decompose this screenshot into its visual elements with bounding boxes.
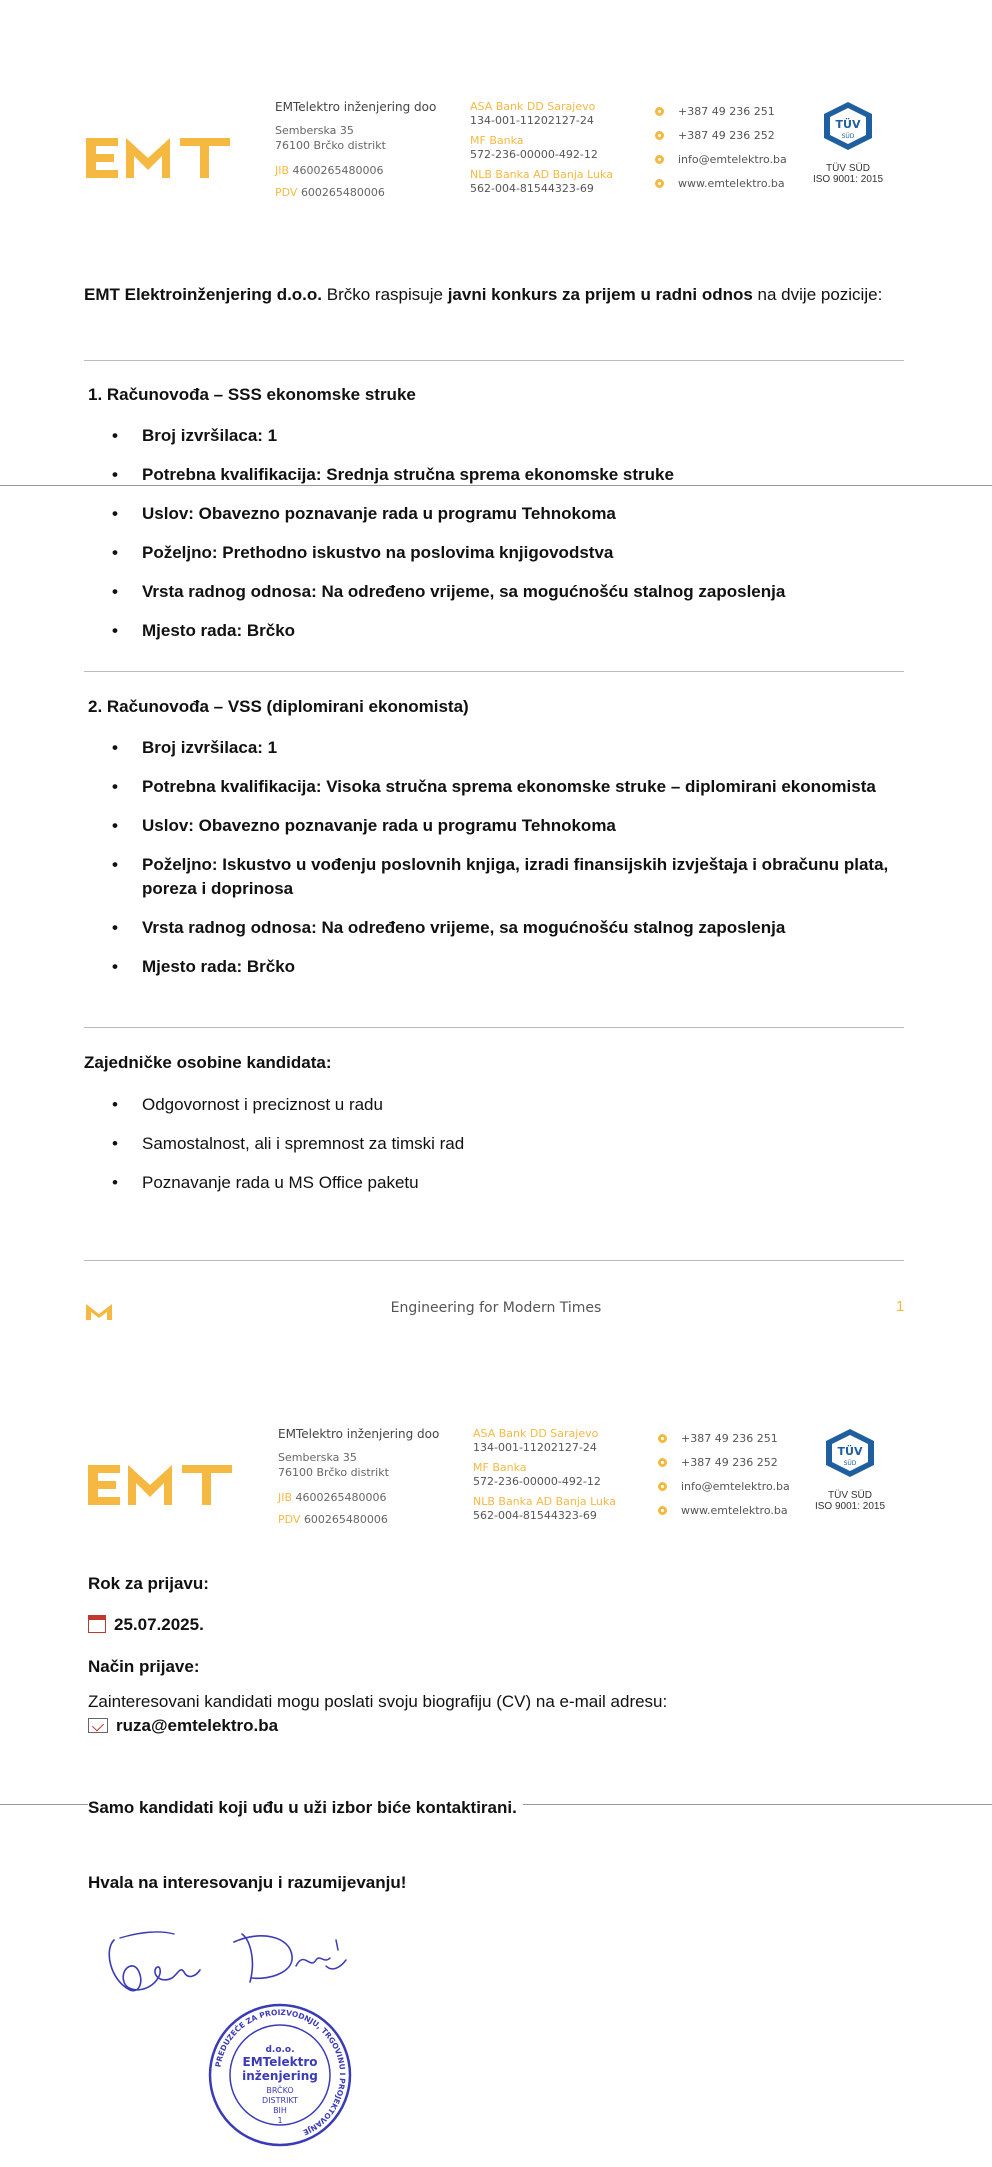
bank-name: MF Banka <box>470 134 524 147</box>
application-email[interactable]: ruza@emtelektro.ba <box>116 1716 279 1735</box>
bank-name: NLB Banka AD Banja Luka <box>470 168 613 181</box>
deadline-row <box>88 1613 204 1637</box>
jib-label: JIB <box>275 164 290 177</box>
tuv-badge-icon <box>822 1427 878 1479</box>
phone-icon <box>658 1434 667 1443</box>
intro-highlight: javni konkurs za prijem u radni odnos <box>447 285 753 304</box>
list-item: • Poželjno: Iskustvo u vođenju poslovnih knjiga, izradi finansijskih izvještaja i obračunu plata, poreza i doprinosa <box>110 853 900 901</box>
list-item: • Vrsta radnog odnosa: Na određeno vrijeme, sa mogućnošću stalnog zaposlenja <box>110 916 900 940</box>
email-icon <box>655 155 664 164</box>
company-name: EMTelektro inženjering doo <box>278 1427 440 1441</box>
pdv-value: 600265480006 <box>300 186 385 199</box>
method-text: Zainteresovani kandidati mogu poslati svoju biografiju (CV) na e-mail adresu: <box>88 1692 668 1711</box>
emt-logo <box>84 134 232 182</box>
signature <box>100 1920 360 2010</box>
cert-standard: ISO 9001: 2015 <box>814 1501 886 1512</box>
list-item: • Uslov: Obavezno poznavanje rada u programu Tehnokoma <box>110 814 900 838</box>
deadline-label: Rok za prijavu: <box>88 1574 209 1593</box>
address-line: 76100 Brčko distrikt <box>278 1466 389 1479</box>
phone-2: +387 49 236 252 <box>681 1456 778 1469</box>
address-line: Semberska 35 <box>278 1451 357 1464</box>
email-link[interactable]: info@emtelektro.ba <box>681 1480 790 1493</box>
list-item: • Broj izvršilaca: 1 <box>110 736 900 760</box>
position-1-title: 1. Računovođa – SSS ekonomske struke <box>88 385 416 404</box>
phone-icon <box>658 1458 667 1467</box>
shortlist-notice: Samo kandidati koji uđu u uži izbor biće kontaktirani. <box>88 1796 523 1820</box>
intro-text: na dvije pozicije: <box>752 285 883 304</box>
web-icon <box>655 179 664 188</box>
position-2-list <box>110 736 900 979</box>
cert-name: TÜV SÜD <box>828 1490 872 1501</box>
company-stamp <box>205 2000 355 2150</box>
bank-account: 134-001-11202127-24 <box>473 1441 597 1454</box>
list-item: • Potrebna kvalifikacija: Srednja stručna sprema ekonomske struke <box>110 463 900 487</box>
bank-account: 562-004-81544323-69 <box>473 1509 597 1522</box>
page-number: 1 <box>896 1298 905 1315</box>
contacts-block <box>655 105 787 201</box>
stamp-line: BRČKO <box>266 2086 294 2095</box>
thanks-text: Hvala na interesovanju i razumijevanju! <box>88 1873 407 1892</box>
bank-name: MF Banka <box>473 1461 527 1474</box>
tuv-badge-text: TÜV <box>837 1445 863 1458</box>
position-2-title: 2. Računovođa – VSS (diplomirani ekonomista) <box>88 697 469 716</box>
emt-logo-graphic <box>84 134 232 182</box>
phone-icon <box>655 107 664 116</box>
cert-standard: ISO 9001: 2015 <box>812 174 884 185</box>
email-link[interactable]: info@emtelektro.ba <box>678 153 787 166</box>
page-2 <box>0 1360 992 2167</box>
list-item: • Poznavanje rada u MS Office paketu <box>110 1171 900 1195</box>
bank-block <box>470 100 613 202</box>
tuv-certificate <box>808 100 888 185</box>
tuv-badge-icon <box>820 100 876 152</box>
stamp-line: BIH <box>273 2106 287 2115</box>
company-block <box>278 1427 439 1531</box>
jib-label: JIB <box>278 1491 293 1504</box>
stamp-line: 1 <box>277 2116 283 2125</box>
list-item: • Vrsta radnog odnosa: Na određeno vrijeme, sa mogućnošću stalnog zaposlenja <box>110 580 900 604</box>
intro-text: Brčko raspisuje <box>322 285 448 304</box>
method-label: Način prijave: <box>88 1657 200 1676</box>
list-item: • Mjesto rada: Brčko <box>110 619 900 643</box>
bank-name: NLB Banka AD Banja Luka <box>473 1495 616 1508</box>
stamp-line: DISTRIKT <box>262 2096 298 2105</box>
list-item: • Broj izvršilaca: 1 <box>110 424 900 448</box>
letterhead <box>0 1427 992 1567</box>
phone-1: +387 49 236 251 <box>681 1432 778 1445</box>
letterhead <box>0 100 992 240</box>
bank-account: 572-236-00000-492-12 <box>473 1475 601 1488</box>
common-list <box>110 1093 900 1195</box>
tuv-badge-sub: SÜD <box>841 133 855 140</box>
company-name: EMTelektro inženjering doo <box>275 100 437 114</box>
address-line: 76100 Brčko distrikt <box>275 139 386 152</box>
list-item: • Potrebna kvalifikacija: Visoka stručna sprema ekonomske struke – diplomirani ekonomista <box>110 775 900 799</box>
phone-1: +387 49 236 251 <box>678 105 775 118</box>
scan-line <box>0 485 992 486</box>
bank-account: 134-001-11202127-24 <box>470 114 594 127</box>
phone-icon <box>655 131 664 140</box>
mail-icon <box>88 1718 108 1733</box>
stamp-line: EMTelektro <box>242 2055 318 2069</box>
deadline-date: 25.07.2025. <box>114 1615 204 1634</box>
email-icon <box>658 1482 667 1491</box>
emt-logo <box>86 1461 234 1509</box>
divider <box>84 360 904 361</box>
bank-name: ASA Bank DD Sarajevo <box>473 1427 599 1440</box>
web-icon <box>658 1506 667 1515</box>
tuv-badge-sub: SÜD <box>843 1460 857 1467</box>
common-title: Zajedničke osobine kandidata: <box>84 1053 332 1072</box>
bank-account: 562-004-81544323-69 <box>470 182 594 195</box>
pdv-value: 600265480006 <box>303 1513 388 1526</box>
divider <box>84 1260 904 1261</box>
stamp-ring-text: PREDUZEĆE ZA PROIZVODNJU, TRGOVINU I PROJEKTOVANJE <box>213 2007 348 2138</box>
jib-value: 4600265480006 <box>295 1491 387 1504</box>
phone-2: +387 49 236 252 <box>678 129 775 142</box>
position-1-list <box>110 424 900 643</box>
footer-tagline: Engineering for Modern Times <box>390 1300 602 1316</box>
list-item: • Uslov: Obavezno poznavanje rada u programu Tehnokoma <box>110 502 900 526</box>
intro-company: EMT Elektroinženjering d.o.o. <box>84 285 323 304</box>
emt-logo-graphic <box>86 1461 234 1509</box>
jib-value: 4600265480006 <box>292 164 384 177</box>
email-row <box>88 1714 278 1738</box>
pdv-label: PDV <box>275 186 298 199</box>
list-item: • Samostalnost, ali i spremnost za timski rad <box>110 1132 900 1156</box>
website-link[interactable]: www.emtelektro.ba <box>678 177 785 190</box>
tuv-certificate <box>810 1427 890 1512</box>
calendar-icon <box>88 1615 106 1633</box>
company-block <box>275 100 436 204</box>
intro-paragraph <box>84 283 894 307</box>
bank-name: ASA Bank DD Sarajevo <box>470 100 596 113</box>
divider <box>84 671 904 672</box>
website-link[interactable]: www.emtelektro.ba <box>681 1504 788 1517</box>
list-item: • Mjesto rada: Brčko <box>110 955 900 979</box>
stamp-line: inženjering <box>242 2069 318 2083</box>
list-item: • Poželjno: Prethodno iskustvo na poslovima knjigovodstva <box>110 541 900 565</box>
bank-block <box>473 1427 616 1529</box>
cert-name: TÜV SÜD <box>826 163 870 174</box>
stamp-line: d.o.o. <box>265 2045 295 2055</box>
pdv-label: PDV <box>278 1513 301 1526</box>
divider <box>84 1027 904 1028</box>
tuv-badge-text: TÜV <box>835 118 861 131</box>
address-line: Semberska 35 <box>275 124 354 137</box>
contacts-block <box>658 1432 790 1528</box>
list-item: • Odgovornost i preciznost u radu <box>110 1093 900 1117</box>
bank-account: 572-236-00000-492-12 <box>470 148 598 161</box>
